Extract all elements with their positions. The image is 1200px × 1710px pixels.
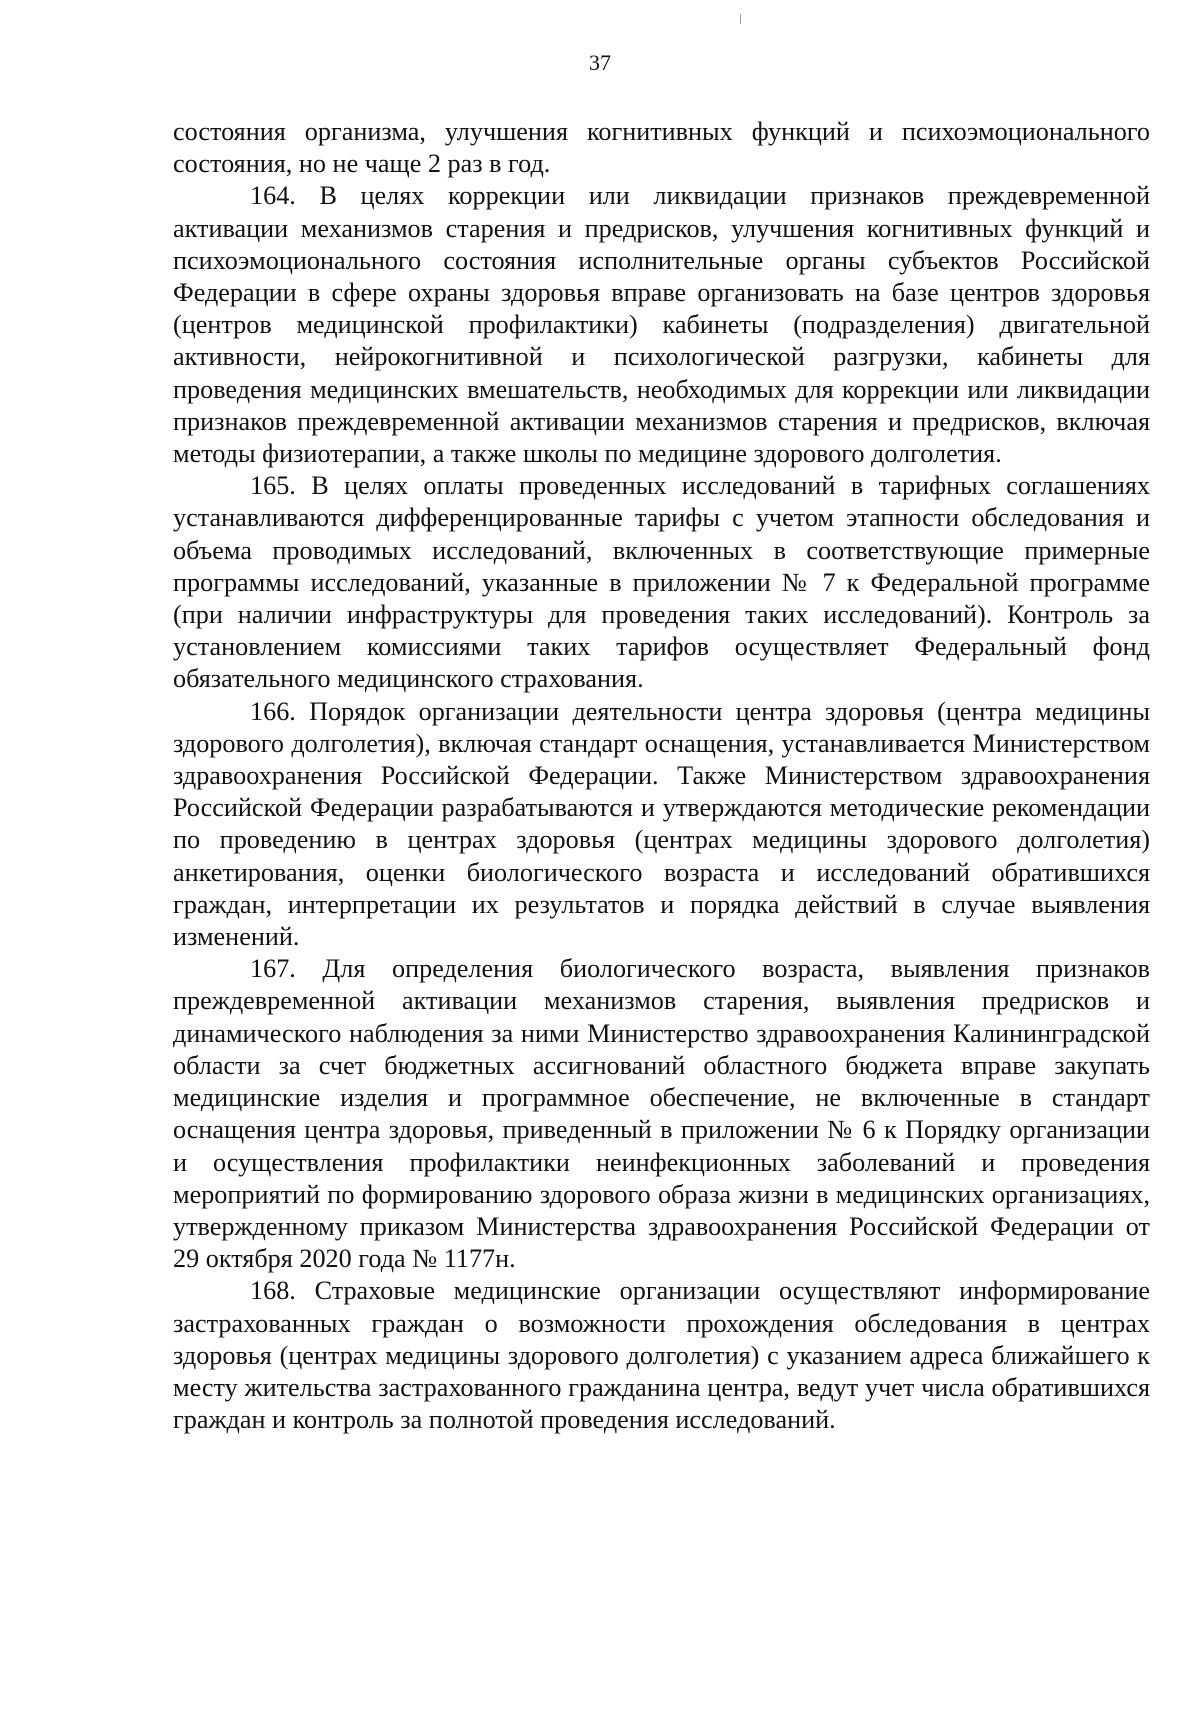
scan-artifact-mark <box>740 14 741 24</box>
page-number: 37 <box>589 50 611 75</box>
paragraph-165: 165. В целях оплаты проведенных исследований в тарифных соглашениях устанавливаются дифференцированные тарифы с учетом этапности обследования и объема проводимых исследований, включенных в соответствующие примерные программы исследований, указанные в приложении № 7 к Федеральной программе (при наличии инфраструктуры для проведения таких исследований). Контроль за установлением комиссиями таких тарифов осуществляет Федеральный фонд обязательного медицинского страхования. <box>173 471 1150 694</box>
document-body <box>173 116 1150 1436</box>
paragraph-continuation: состояния организма, улучшения когнитивных функций и психоэмоционального состояния, но не чаще 2 раз в год. <box>173 117 1150 179</box>
paragraph-168: 168. Страховые медицинские организации осуществляют информирование застрахованных граждан о возможности прохождения обследования в центрах здоровья (центрах медицины здорового долголетия) с указанием адреса ближайшего к месту жительства застрахованного гражданина центра, ведут учет числа обратившихся граждан и контроль за полнотой проведения исследований. <box>173 1276 1150 1435</box>
paragraph-166: 166. Порядок организации деятельности центра здоровья (центра медицины здорового долголетия), включая стандарт оснащения, устанавливается Министерством здравоохранения Российской Федерации. Также Министерством здравоохранения Российской Федерации разрабатываются и утверждаются методические рекомендации по проведению в центрах здоровья (центрах медицины здорового долголетия) анкетирования, оценки биологического возраста и исследований обратившихся граждан, интерпретации их результатов и порядка действий в случае выявления изменений. <box>173 696 1150 952</box>
paragraph-167: 167. Для определения биологического возраста, выявления признаков преждевременной активации механизмов старения, выявления предрисков и динамического наблюдения за ними Министерство здравоохранения Калининградской области за счет бюджетных ассигнований областного бюджета вправе закупать медицинские изделия и программное обеспечение, не включенные в стандарт оснащения центра здоровья, приведенный в приложении № 6 к Порядку организации и осуществления профилактики неинфекционных заболеваний и проведения мероприятий по формированию здорового образа жизни в медицинских организациях, утвержденному приказом Министерства здравоохранения Российской Федерации от 29 октября 2020 года № 1177н. <box>173 954 1150 1274</box>
paragraph-164: 164. В целях коррекции или ликвидации признаков преждевременной активации механизмов старения и предрисков, улучшения когнитивных функций и психоэмоционального состояния исполнительные органы субъектов Российской Федерации в сфере охраны здоровья вправе организовать на базе центров здоровья (центров медицинской профилактики) кабинеты (подразделения) двигательной активности, нейрокогнитивной и психологической разгрузки, кабинеты для проведения медицинских вмешательств, необходимых для коррекции или ликвидации признаков преждевременной активации механизмов старения и предрисков, включая методы физиотерапии, а также школы по медицине здорового долголетия. <box>173 181 1150 469</box>
